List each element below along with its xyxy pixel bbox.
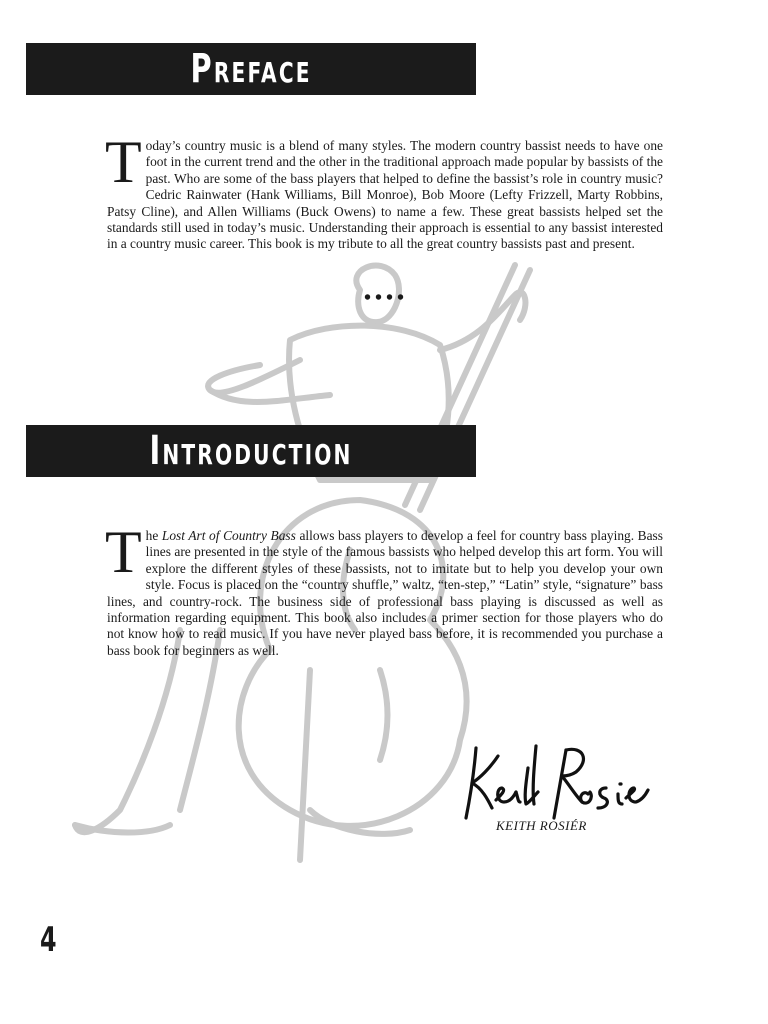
introduction-title: Introduction xyxy=(149,428,353,474)
introduction-text: allows bass players to develop a feel for country bass playing. Bass lines are presented in the style of the famous bassists who helped develop this art form. You will explore the different styles of these bassists, not to imitate but to help you develop your own style. Focus is placed on the “country shuffle,” waltz, “ten-step,” “Latin” style, “signature” bass lines, and country-rock. The business side of professional bass playing is discussed as well as information regarding equipment. This book also includes a primer section for those players who do not know how to read music. If you have never played bass before, it is recommended you purchase a bass book for beginners as well. xyxy=(107,528,663,658)
preface-dropcap: T xyxy=(105,129,142,195)
introduction-section xyxy=(105,519,663,659)
introduction-text-prefix: he xyxy=(145,528,162,543)
introduction-dropcap: T xyxy=(105,519,142,585)
page-number: 4 xyxy=(40,920,57,960)
introduction-paragraph xyxy=(105,519,663,659)
author-name: KEITH ROSIÉR xyxy=(496,818,587,833)
introduction-banner xyxy=(26,425,476,477)
preface-section xyxy=(105,129,663,253)
book-title: Lost Art of Country Bass xyxy=(161,528,296,543)
section-separator: •••• xyxy=(364,287,409,309)
preface-title: Preface xyxy=(190,46,312,92)
preface-paragraph: oday’s country music is a blend of many styles. The modern country bassist needs to have one foot in the current trend and the other in the traditional approach made popular by bassists of the past. Who are some of the bass players that helped to define the bassist’s role in country music? Cedric Rainwater (Hank Williams, Bill Monroe), Bob Moore (Lefty Frizzell, Marty Robbins, Patsy Cline), and Allen Williams (Buck Owens) to name a few. These great bassists helped set the standards still used in today’s music. Understanding their approach is essential to any bassist interested in a country music career. This book is my tribute to all the great country bassists past and present. xyxy=(107,138,663,252)
handwritten-signature xyxy=(458,738,658,828)
preface-banner xyxy=(26,43,476,95)
